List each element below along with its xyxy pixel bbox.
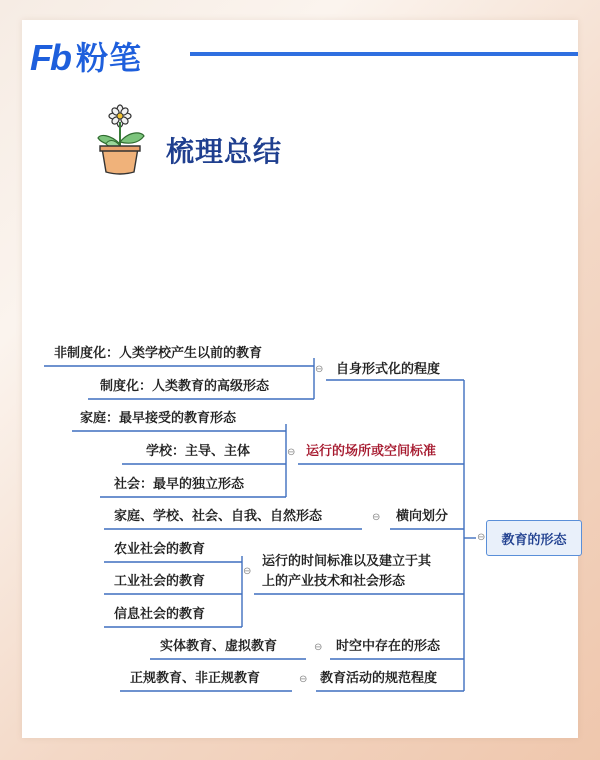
mind-map-root: 教育的形态 — [486, 520, 582, 556]
collapse-dot-icon[interactable]: ⊖ — [299, 674, 308, 685]
leaf-node: 实体教育、虚拟教育 — [160, 639, 278, 654]
branch-node: 横向划分 — [396, 509, 449, 524]
collapse-dot-icon[interactable]: ⊖ — [477, 532, 486, 543]
brand-name: 粉笔 — [75, 39, 142, 77]
leaf-node: 社会：最早的独立形态 — [114, 477, 245, 492]
leaf-node: 家庭、学校、社会、自我、自然形态 — [114, 509, 323, 524]
leaf-node: 制度化：人类教育的高级形态 — [100, 379, 270, 394]
collapse-dot-icon[interactable]: ⊖ — [243, 566, 252, 577]
leaf-node: 正规教育、非正规教育 — [130, 671, 261, 686]
branch-node: 运行的场所或空间标准 — [306, 444, 437, 459]
brand-mark: Fb — [30, 37, 70, 78]
leaf-node: 学校：主导、主体 — [146, 444, 251, 459]
leaf-node: 农业社会的教育 — [114, 542, 206, 557]
branch-node-line1: 运行的时间标准以及建立于其 — [262, 554, 432, 569]
leaf-node: 家庭：最早接受的教育形态 — [80, 411, 237, 426]
branch-node-line2: 上的产业技术和社会形态 — [262, 574, 406, 589]
section-title: 梳理总结 — [166, 135, 283, 168]
leaf-node: 工业社会的教育 — [114, 574, 206, 589]
leaf-node: 信息社会的教育 — [114, 607, 206, 622]
branch-node: 教育活动的规范程度 — [320, 671, 438, 686]
branch-node: 自身形式化的程度 — [336, 362, 441, 377]
collapse-dot-icon[interactable]: ⊖ — [315, 364, 324, 375]
collapse-dot-icon[interactable]: ⊖ — [314, 642, 323, 653]
leaf-node: 非制度化：人类学校产生以前的教育 — [54, 346, 263, 361]
branch-node: 时空中存在的形态 — [336, 639, 441, 654]
collapse-dot-icon[interactable]: ⊖ — [372, 512, 381, 523]
collapse-dot-icon[interactable]: ⊖ — [287, 447, 296, 458]
